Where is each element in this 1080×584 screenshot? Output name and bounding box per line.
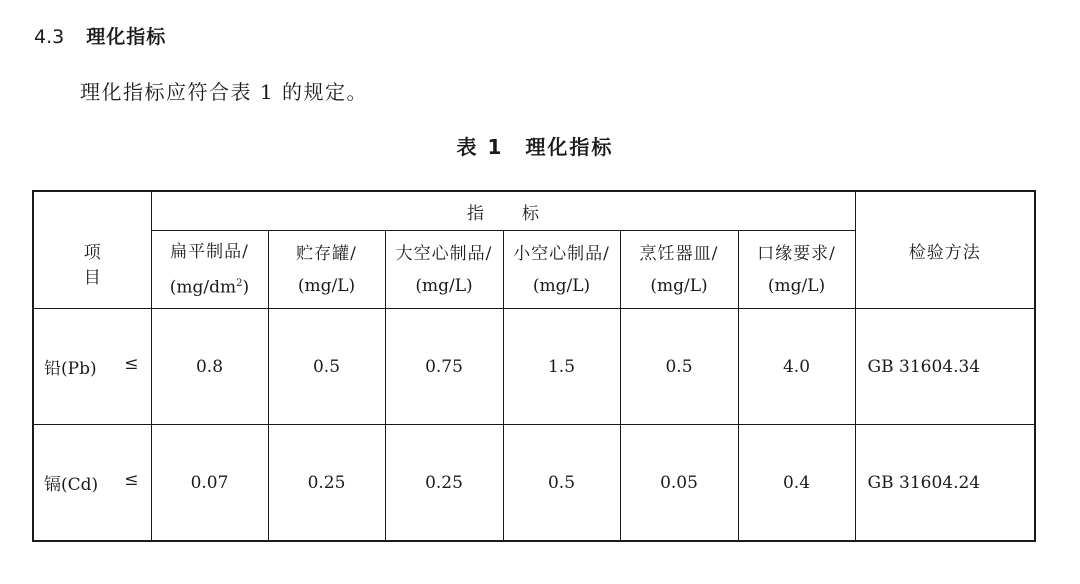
column-label: 贮存罐/ [296, 243, 357, 264]
table-cell: 0.5 [268, 309, 385, 425]
table-cell: 0.4 [738, 425, 855, 542]
body-paragraph: 理化指标应符合表 1 的规定。 [80, 80, 368, 104]
row-label [33, 309, 151, 425]
group-header: 指标 [151, 191, 855, 231]
column-header [503, 231, 620, 309]
table-cell: 4.0 [738, 309, 855, 425]
column-label: 小空心制品/ [513, 243, 610, 264]
column-label: 扁平制品/ [170, 241, 249, 262]
table-row-cadmium [33, 425, 1035, 542]
column-header [268, 231, 385, 309]
section-heading [34, 22, 166, 49]
table-cell: 0.5 [620, 309, 738, 425]
method-cell: GB 31604.34 [855, 309, 1035, 425]
table-row-lead [33, 309, 1035, 425]
column-unit: (mg/L) [415, 275, 473, 296]
row-item-name: 镉(Cd) [44, 475, 99, 495]
column-unit: (mg/L) [297, 275, 356, 296]
column-header [738, 231, 855, 309]
table-cell: 0.05 [620, 425, 738, 542]
table-cell: 0.75 [385, 309, 503, 425]
item-header: 项目 [33, 191, 151, 309]
table-cell: 0.07 [151, 425, 268, 542]
table-caption-title: 理化指标 [525, 135, 614, 159]
column-header [620, 231, 738, 309]
row-label [33, 425, 151, 542]
method-cell: GB 31604.24 [855, 425, 1035, 542]
table-cell: 0.25 [268, 425, 385, 542]
table-cell: 1.5 [503, 309, 620, 425]
table-cell: 0.5 [503, 425, 620, 542]
table-caption-number: 表 1 [456, 135, 504, 159]
column-unit: (mg/L) [767, 275, 826, 296]
section-number: 4.3 [34, 26, 65, 48]
column-unit: (mg/L) [532, 275, 591, 296]
method-header: 检验方法 [855, 191, 1035, 309]
less-equal-symbol: ≤ [124, 470, 139, 490]
row-item-name: 铅(Pb) [44, 359, 97, 379]
table-cell: 0.8 [151, 309, 268, 425]
section-title: 理化指标 [86, 26, 167, 48]
table-header-row-1 [33, 191, 1035, 231]
column-header [385, 231, 503, 309]
column-unit: (mg/L) [650, 275, 708, 296]
less-equal-symbol: ≤ [124, 354, 139, 374]
table-cell: 0.25 [385, 425, 503, 542]
column-label: 大空心制品/ [395, 243, 493, 264]
column-label: 口缘要求/ [757, 243, 836, 264]
column-label: 烹饪器皿/ [639, 243, 719, 264]
spec-table [32, 190, 1036, 542]
column-header [151, 231, 268, 309]
column-unit: $(mg/dm^2)$ [169, 277, 250, 298]
table-caption [0, 131, 1070, 160]
